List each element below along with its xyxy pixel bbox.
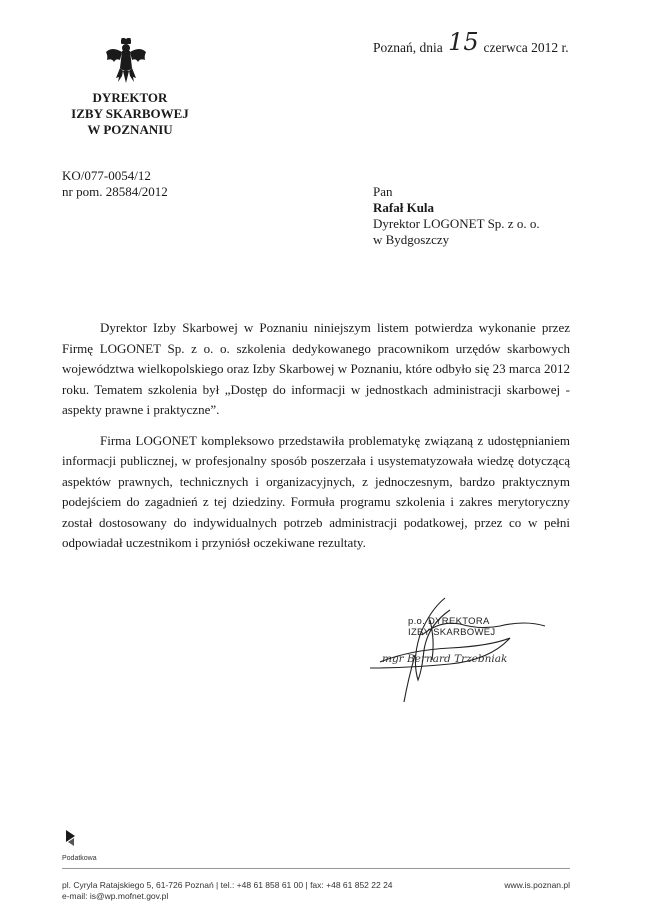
handwritten-signature-icon xyxy=(360,590,580,710)
footer-logo-label: Podatkowa xyxy=(62,855,97,862)
issuer-line: W POZNANIU xyxy=(87,122,173,137)
body-paragraph: Dyrektor Izby Skarbowej w Poznaniu niniejszym listem potwierdza wykonanie przez Firmę LOGONET Sp. z o. o. szkolenia dedykowanego pracownikom urzędów skarbowych województwa wielkopolskiego oraz Izby Skarbowej w Poznaniu, które odbyło się 23 marca 2012 roku. Tematem szkolenia był „Dostęp do informacji w jednostkach administracji skarbowej - aspekty prawne i praktyczne”. xyxy=(62,320,570,417)
footer-divider xyxy=(62,868,570,869)
issuer-line: DYREKTOR xyxy=(92,90,168,105)
signature-title-line: p.o. DYREKTORA xyxy=(408,616,490,627)
recipient-city: w Bydgoszczy xyxy=(373,232,450,247)
polish-eagle-emblem-icon xyxy=(104,38,148,84)
place-prefix: Poznań, dnia xyxy=(373,40,443,55)
recipient-block xyxy=(373,184,540,248)
footer-email: e-mail: is@wp.mofnet.gov.pl xyxy=(62,891,169,901)
footer-fax: fax: +48 61 852 22 24 xyxy=(310,880,393,890)
pom-number: nr pom. 28584/2012 xyxy=(62,184,168,199)
signature-area xyxy=(360,590,580,710)
recipient-name: Rafał Kula xyxy=(373,200,435,215)
handwritten-day: 15 xyxy=(448,28,479,56)
case-number: KO/077-0054/12 xyxy=(62,168,151,183)
signatory-name: mgr Bernard Trzebniak xyxy=(382,653,508,665)
administracja-podatkowa-logo-icon xyxy=(63,828,83,848)
place-and-date xyxy=(373,28,569,56)
body-paragraph: Firma LOGONET kompleksowo przedstawiła problematykę związaną z udostępnianiem informacji publicznej, w profesjonalny sposób poszerzała i usystematyzowała wiedzę dotyczącą aspektów prawnych, technicznych i organizacyjnych, z jednoczesnym, bardzo praktycznym podejściem do zagadnień z tej dziedziny. Formuła programu szkolenia i zakres merytoryczny został dostosowany do indywidualnych potrzeb administracji podatkowej, przez co w pełni odpowiadał uczestnikom i przyniósł oczekiwane rezultaty. xyxy=(62,432,570,550)
recipient-position: Dyrektor LOGONET Sp. z o. o. xyxy=(373,216,540,231)
footer-contact-line: pl. Cyryla Ratajskiego 5, 61-726 Poznań | tel.: +48 61 858 61 00 | fax: +48 61 852 22 24 www.is.poznan.pl xyxy=(62,880,570,890)
date-suffix: czerwca 2012 r. xyxy=(483,40,569,55)
recipient-salutation: Pan xyxy=(373,184,393,199)
footer-phone: tel.: +48 61 858 61 00 xyxy=(220,880,304,890)
footer-website: www.is.poznan.pl xyxy=(504,880,570,890)
reference-numbers xyxy=(62,168,168,200)
footer-address: pl. Cyryla Ratajskiego 5, 61-726 Poznań xyxy=(62,880,214,890)
issuer-block xyxy=(60,90,200,138)
issuer-line: IZBY SKARBOWEJ xyxy=(71,106,189,121)
letter-body xyxy=(62,318,570,564)
signature-title-line: IZBY SKARBOWEJ xyxy=(408,627,496,638)
